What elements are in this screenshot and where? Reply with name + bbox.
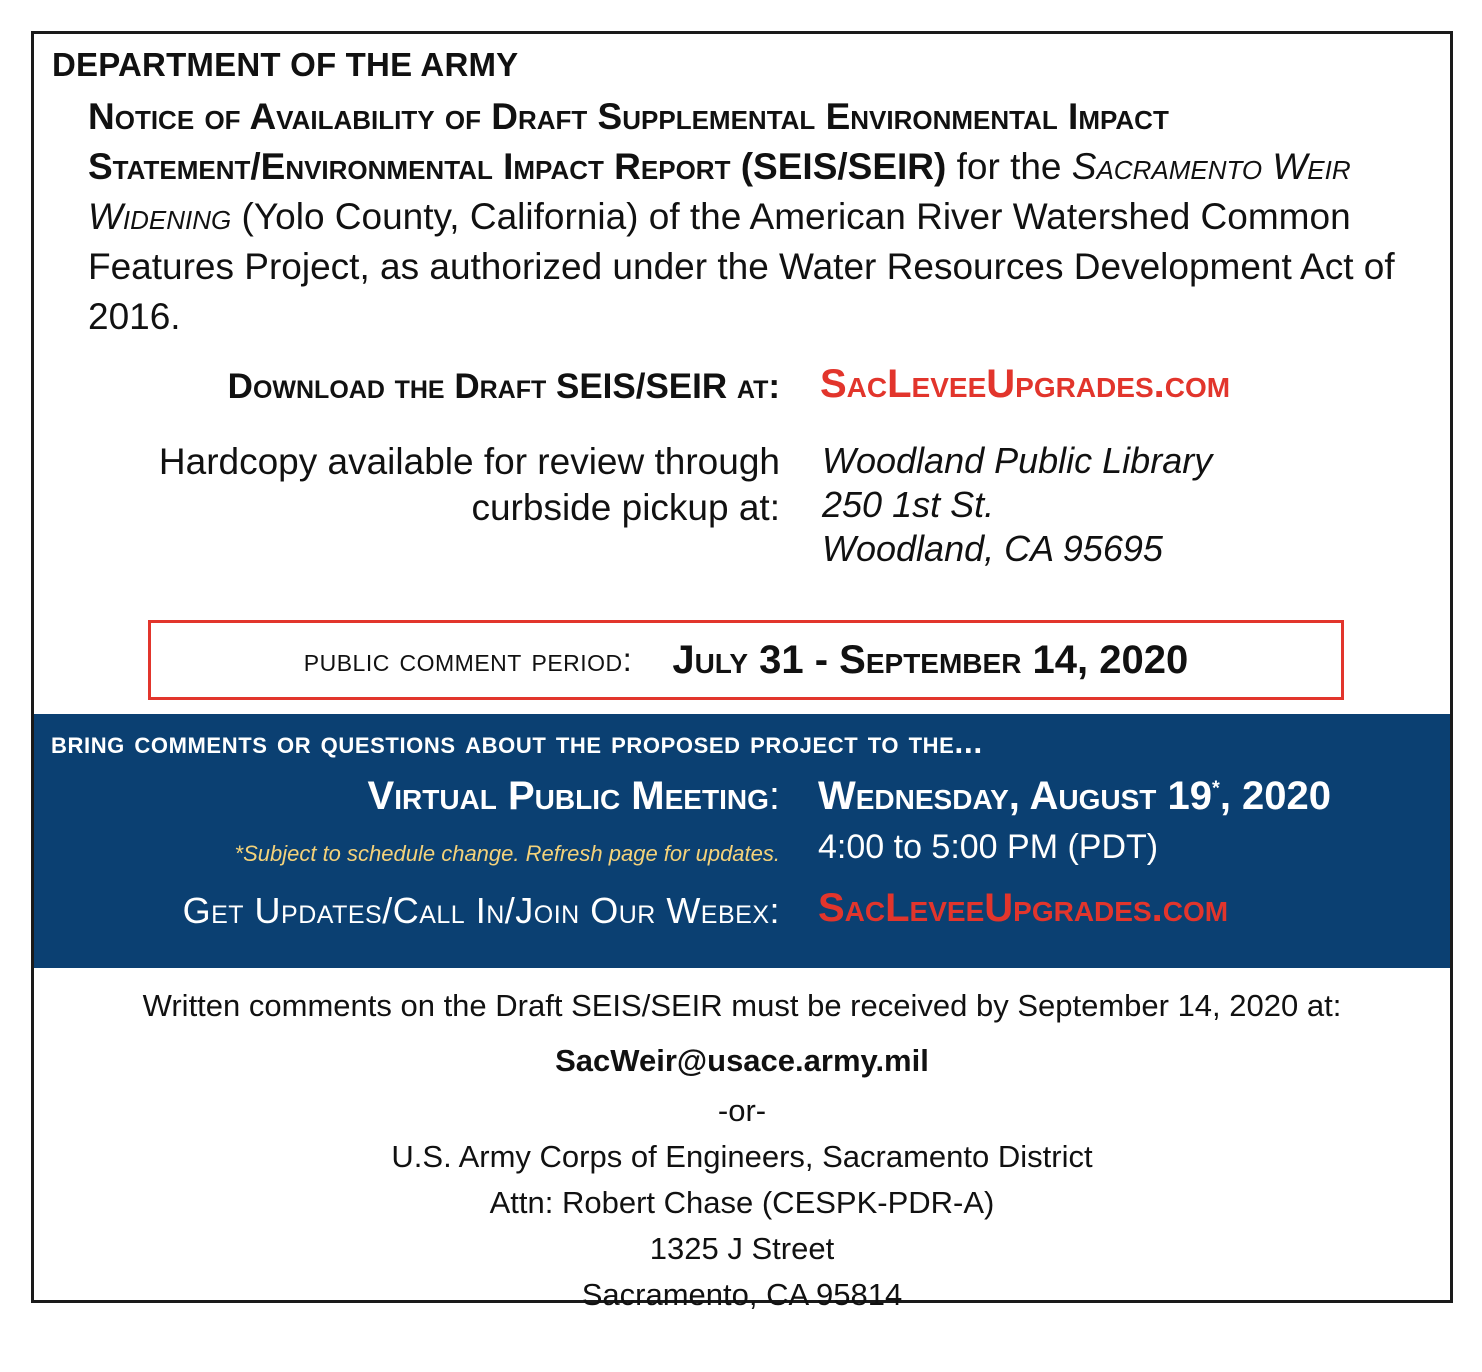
contact-email[interactable]: SacWeir@usace.army.mil xyxy=(555,1043,929,1078)
department-heading: DEPARTMENT OF THE ARMY xyxy=(52,46,519,83)
mailing-org: U.S. Army Corps of Engineers, Sacramento District xyxy=(391,1139,1093,1174)
notice-title: Notice of Availability of Draft Supplemental Environmental Impact Statement/Environmental Impact Report (SEIS/SEIR) xyxy=(88,96,1169,187)
hardcopy-label-line2: curbside pickup at: xyxy=(471,487,780,528)
meeting-time: 4:00 to 5:00 PM (PDT) xyxy=(818,828,1159,866)
updates-label: Get Updates/Call In/Join Our Webex: xyxy=(182,890,780,931)
project-name: Sacramento Weir Widening xyxy=(88,146,1351,237)
mailing-attn: Attn: Robert Chase (CESPK-PDR-A) xyxy=(489,1185,995,1220)
library-street: 250 1st St. xyxy=(822,484,995,525)
schedule-note: *Subject to schedule change. Refresh page for updates. xyxy=(234,841,780,866)
meeting-label-colon: : xyxy=(768,774,780,818)
comment-period-label: public comment period: xyxy=(303,641,633,678)
meeting-year: , 2020 xyxy=(1219,774,1332,818)
meeting-label-text: Virtual Public Meeting xyxy=(367,774,769,818)
written-intro: Written comments on the Draft SEIS/SEIR must be received by September 14, 2020 at: xyxy=(142,988,1342,1023)
mailing-street: 1325 J Street xyxy=(649,1231,835,1266)
library-city: Woodland, CA 95695 xyxy=(822,528,1163,569)
meeting-intro: bring comments or questions about the proposed project to the... xyxy=(51,724,983,760)
meeting-asterisk: * xyxy=(1212,777,1220,800)
notice-frame xyxy=(31,31,1453,1312)
comment-period-box xyxy=(148,620,1344,700)
meeting-date xyxy=(818,774,1331,819)
updates-link[interactable]: SacLeveeUpgrades.com xyxy=(818,886,1229,930)
or-separator: -or- xyxy=(717,1093,767,1128)
mailing-city: Sacramento, CA 95814 xyxy=(581,1277,903,1312)
meeting-banner xyxy=(34,714,1450,968)
hardcopy-label-line1: Hardcopy available for review through xyxy=(158,441,780,482)
meeting-day: Wednesday, August 19 xyxy=(818,774,1213,818)
library-address xyxy=(822,439,1212,571)
meeting-label xyxy=(368,774,780,819)
written-comments-section xyxy=(34,982,1450,1318)
download-link[interactable]: SacLeveeUpgrades.com xyxy=(820,362,1231,406)
comment-period-dates: July 31 - September 14, 2020 xyxy=(672,637,1189,682)
notice-paragraph xyxy=(88,92,1438,342)
notice-connector: for the xyxy=(946,146,1072,187)
library-name: Woodland Public Library xyxy=(822,440,1213,481)
download-label: Download the Draft SEIS/SEIR at: xyxy=(227,367,780,406)
notice-description: (Yolo County, California) of the American River Watershed Common Features Project, as authorized under the Water Resources Development Act of 2016. xyxy=(88,196,1395,337)
hardcopy-label xyxy=(20,439,780,531)
